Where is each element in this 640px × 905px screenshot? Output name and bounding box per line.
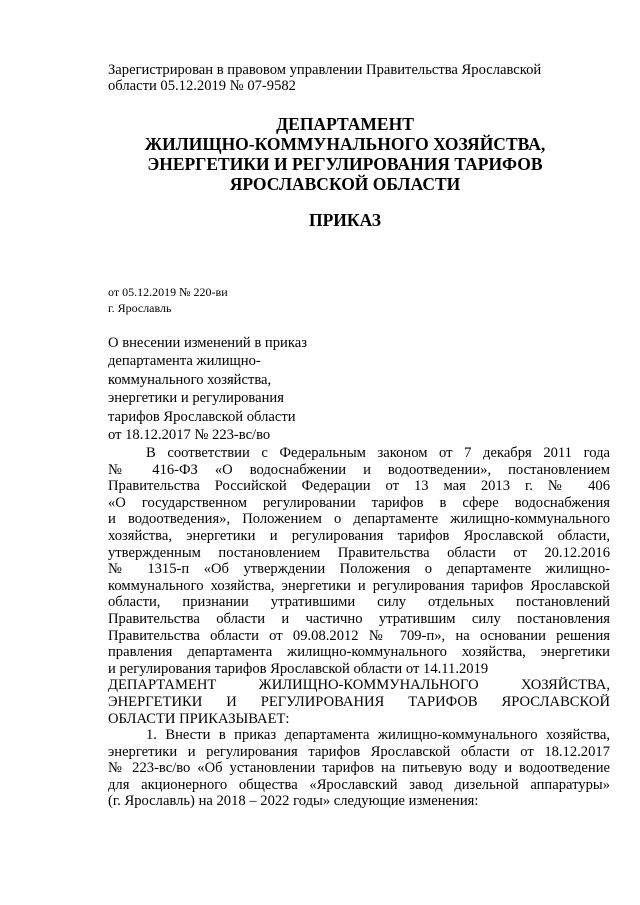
directive-line: ДЕПАРТАМЕНТ ЖИЛИЩНО-КОММУНАЛЬНОГО ХОЗЯЙСТВА, bbox=[108, 677, 610, 694]
subject-line: тарифов Ярославской области bbox=[108, 408, 296, 425]
item-line: 1. Внести в приказ департамента жилищно-коммунального хозяйства, bbox=[146, 727, 610, 744]
body-line: Правительства Российской Федерации от 13 мая 2013 г. № 406 bbox=[108, 478, 610, 495]
item-line: (г. Ярославль) на 2018 – 2022 годы» следующие изменения: bbox=[108, 793, 479, 810]
body-line: Правительства области и частично утратившим силу постановления bbox=[108, 610, 610, 627]
header-line-4: ЯРОСЛАВСКОЙ ОБЛАСТИ bbox=[229, 174, 461, 194]
body-line: правления департамента жилищно-коммунального хозяйства, энергетики bbox=[108, 644, 610, 661]
item-line: № 223-вс/во «Об установлении тарифов на питьевую воду и водоотведение bbox=[108, 760, 610, 777]
body-line: «О государственном регулировании тарифов в сфере водоснабжения bbox=[108, 494, 610, 511]
header-line-3: ЭНЕРГЕТИКИ И РЕГУЛИРОВАНИЯ ТАРИФОВ bbox=[147, 154, 543, 174]
subject-line: О внесении изменений в приказ bbox=[108, 335, 307, 351]
directive-line: ОБЛАСТИ ПРИКАЗЫВАЕТ: bbox=[108, 710, 290, 727]
header-line-2: ЖИЛИЩНО-КОММУНАЛЬНОГО ХОЗЯЙСТВА, bbox=[144, 134, 546, 154]
body-line: Правительства области от 09.08.2012 № 709-п», на основании решения bbox=[108, 627, 610, 644]
body-line: утвержденным постановлением Правительства области от 20.12.2016 bbox=[108, 544, 610, 561]
body-line: хозяйства, энергетики и регулирования тарифов Ярославской области, bbox=[108, 527, 610, 544]
order-body bbox=[108, 445, 610, 810]
header-line-1: ДЕПАРТАМЕНТ bbox=[276, 114, 414, 134]
registration-line-2: области 05.12.2019 № 07-9582 bbox=[108, 78, 296, 94]
subject-line: коммунального хозяйства, bbox=[108, 371, 272, 388]
body-line: В соответствии с Федеральным законом от 7 декабря 2011 года bbox=[146, 445, 610, 461]
order-date-number: от 05.12.2019 № 220-ви bbox=[108, 285, 228, 299]
directive-line: ЭНЕРГЕТИКИ И РЕГУЛИРОВАНИЯ ТАРИФОВ ЯРОСЛАВСКОЙ bbox=[108, 693, 610, 710]
body-line: № 1315-п «Об утверждении Положения о департаменте жилищно- bbox=[108, 561, 610, 578]
subject-line: департамента жилищно- bbox=[108, 353, 261, 370]
body-line: и водоотведения», Положением о департаменте жилищно-коммунального bbox=[108, 511, 610, 528]
body-line: № 416-ФЗ «О водоснабжении и водоотведении», постановлением bbox=[108, 461, 610, 478]
body-line: коммунального хозяйства, энергетики и регулирования тарифов Ярославской bbox=[108, 577, 610, 594]
item-line: для акционерного общества «Ярославский завод дизельной аппаратуры» bbox=[108, 776, 610, 793]
registration-line-1: Зарегистрирован в правовом управлении Правительства Ярославской bbox=[108, 62, 542, 78]
body-line: области, признании утратившими силу отдельных постановлений bbox=[108, 594, 610, 611]
body-line: и регулирования тарифов Ярославской области от 14.11.2019 bbox=[108, 660, 489, 677]
order-subject bbox=[108, 334, 368, 444]
department-header bbox=[100, 114, 590, 194]
subject-line: энергетики и регулирования bbox=[108, 390, 284, 407]
item-line: энергетики и регулирования тарифов Ярославской области от 18.12.2017 bbox=[108, 743, 610, 760]
subject-line: от 18.12.2017 № 223-вс/во bbox=[108, 427, 271, 444]
order-city: г. Ярославль bbox=[108, 301, 172, 315]
order-title: ПРИКАЗ bbox=[308, 210, 382, 230]
